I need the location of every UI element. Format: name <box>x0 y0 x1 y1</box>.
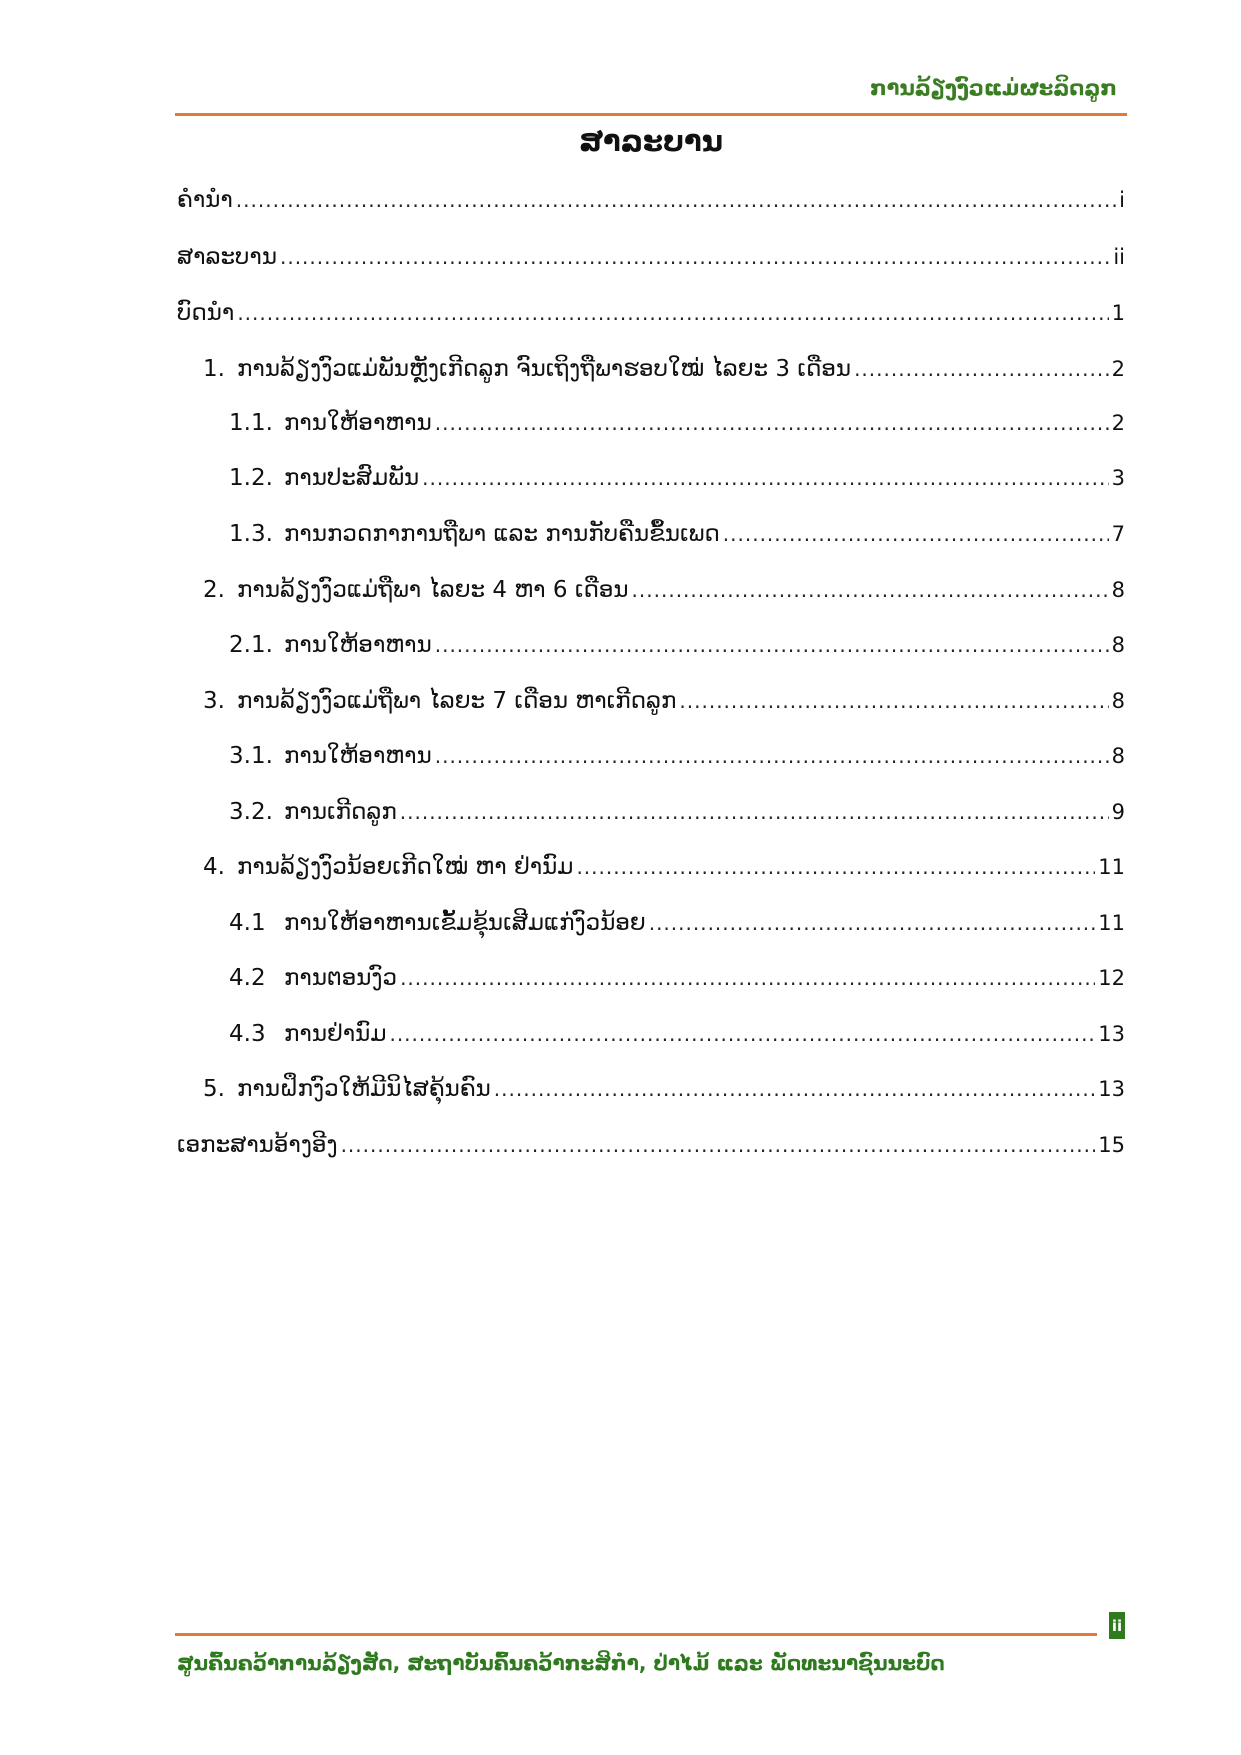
toc-entry-section-1-1[interactable] <box>229 406 1125 440</box>
toc-leader-dots <box>632 573 1109 607</box>
toc-leader-dots <box>435 739 1109 773</box>
toc-entry-text: ການໃຫ້ອາຫານ <box>284 632 432 658</box>
toc-section-number: 4.3 <box>229 1021 266 1047</box>
toc-entry-text: ການໃຫ້ອາຫານ <box>284 410 432 436</box>
toc-entry-section-1[interactable] <box>203 352 1125 386</box>
toc-section-number: 2.1. <box>229 632 273 658</box>
toc-entry-section-5[interactable] <box>203 1072 1125 1106</box>
page-title: ສາລະບານ <box>579 124 723 158</box>
toc-section-number: 1.3. <box>229 521 273 547</box>
toc-entry-text: ການລ້ຽງງົວນ້ອຍເກີດໃໝ່ ຫາ ຢ່ານົມ <box>237 854 574 880</box>
footer-institute: ສູນຄົ້ນຄວ້າການລ້ຽງສັດ, ສະຖາບັນຄົ້ນຄວ້າກະສິກຳ, ປ່າໄມ້ ແລະ ພັດທະນາຊົນນະບົດ <box>177 1651 945 1675</box>
page-number-badge: ii <box>1109 1612 1125 1639</box>
toc-section-number: 4. <box>203 854 225 880</box>
toc-entry-text: ການລ້ຽງງົວແມ່ຖືພາ ໄລຍະ 4 ຫາ 6 ເດືອນ <box>237 577 629 603</box>
toc-section-number: 1.1. <box>229 410 273 436</box>
toc-entry-section-2-1[interactable] <box>229 628 1125 662</box>
toc-entry-text: ບົດນຳ <box>177 300 235 326</box>
toc-leader-dots <box>236 183 1116 217</box>
toc-entry-foreword[interactable] <box>177 183 1125 217</box>
footer-divider <box>175 1633 1097 1636</box>
toc-section-number: 3.1. <box>229 743 273 769</box>
toc-leader-dots <box>400 795 1109 829</box>
toc-entry-contents[interactable] <box>177 240 1125 274</box>
toc-page-number: 7 <box>1111 522 1125 546</box>
toc-page-number: 9 <box>1111 800 1125 824</box>
toc-page-number: 15 <box>1098 1133 1125 1157</box>
toc-leader-dots <box>237 296 1108 330</box>
toc-entry-text: ການປະສົມພັນ <box>284 465 420 491</box>
toc-page-number: 1 <box>1111 301 1125 325</box>
toc-leader-dots <box>435 628 1109 662</box>
toc-page-number: 8 <box>1111 578 1125 602</box>
toc-page-number: 8 <box>1111 744 1125 768</box>
toc-page-number: 2 <box>1111 357 1125 381</box>
toc-entry-section-4-2[interactable] <box>229 961 1125 995</box>
toc-entry-text: ການໃຫ້ອາຫານເຂັ້ມຂຸ້ນເສີມແກ່ງົວນ້ອຍ <box>284 910 646 936</box>
toc-entry-text: ຄຳນຳ <box>177 187 233 213</box>
toc-section-number: 3. <box>203 688 225 714</box>
header-divider <box>175 113 1127 116</box>
toc-page-number: 8 <box>1111 633 1125 657</box>
toc-entry-text: ການລ້ຽງງົວແມ່ພັນຫຼັງເກີດລູກ ຈົນເຖິງຖືພາຮອບໃໝ່ ໄລຍະ 3 ເດືອນ <box>237 356 852 382</box>
toc-page-number: 11 <box>1098 855 1125 879</box>
toc-section-number: 4.1 <box>229 910 266 936</box>
toc-section-number: 2. <box>203 577 225 603</box>
toc-entry-references[interactable] <box>177 1128 1125 1162</box>
toc-entry-introduction[interactable] <box>177 296 1125 330</box>
toc-page-number: 11 <box>1098 911 1125 935</box>
toc-entry-section-4-3[interactable] <box>229 1017 1125 1051</box>
toc-leader-dots <box>854 352 1109 386</box>
toc-leader-dots <box>494 1072 1095 1106</box>
toc-entry-text: ການຢ່ານົມ <box>284 1021 387 1047</box>
toc-section-number: 4.2 <box>229 965 266 991</box>
toc-leader-dots <box>389 1017 1095 1051</box>
toc-leader-dots <box>576 850 1095 884</box>
toc-page-number: 13 <box>1098 1077 1125 1101</box>
toc-entry-section-3[interactable] <box>203 684 1125 718</box>
toc-entry-text: ການຝຶກງົວໃຫ້ມີນິໄສຄຸ້ນຄົນ <box>237 1076 491 1102</box>
toc-entry-text: ການເກີດລູກ <box>284 799 397 825</box>
toc-entry-section-1-2[interactable] <box>229 461 1125 495</box>
toc-entry-section-4-1[interactable] <box>229 906 1125 940</box>
toc-entry-text: ການໃຫ້ອາຫານ <box>284 743 432 769</box>
toc-leader-dots <box>679 684 1108 718</box>
toc-entry-section-3-1[interactable] <box>229 739 1125 773</box>
toc-section-number: 3.2. <box>229 799 273 825</box>
toc-page-number: ii <box>1113 245 1125 269</box>
toc-leader-dots <box>280 240 1110 274</box>
running-header-title: ການລ້ຽງງົວແມ່ຜະລິດລູກ <box>870 76 1117 100</box>
toc-leader-dots <box>435 406 1109 440</box>
toc-section-number: 1.2. <box>229 465 273 491</box>
toc-leader-dots <box>723 517 1109 551</box>
toc-leader-dots <box>341 1128 1096 1162</box>
toc-entry-section-3-2[interactable] <box>229 795 1125 829</box>
toc-section-number: 5. <box>203 1076 225 1102</box>
toc-entry-text: ການຕອນງົວ <box>284 965 398 991</box>
toc-entry-section-4[interactable] <box>203 850 1125 884</box>
toc-entry-text: ການລ້ຽງງົວແມ່ຖືພາ ໄລຍະ 7 ເດືອນ ຫາເກີດລູກ <box>237 688 677 714</box>
toc-entry-section-2[interactable] <box>203 573 1125 607</box>
toc-entry-text: ການກວດກາການຖືພາ ແລະ ການກັບຄືນຂຶ້ນເພດ <box>284 521 720 547</box>
toc-leader-dots <box>422 461 1108 495</box>
toc-section-number: 1. <box>203 356 225 382</box>
toc-page-number: i <box>1119 188 1125 212</box>
toc-page-number: 2 <box>1111 411 1125 435</box>
toc-entry-section-1-3[interactable] <box>229 517 1125 551</box>
toc-leader-dots <box>400 961 1095 995</box>
toc-leader-dots <box>649 906 1096 940</box>
toc-page-number: 8 <box>1111 689 1125 713</box>
toc-page-number: 13 <box>1098 1022 1125 1046</box>
toc-page-number: 12 <box>1098 966 1125 990</box>
toc-page-number: 3 <box>1111 466 1125 490</box>
toc-entry-text: ສາລະບານ <box>177 244 277 270</box>
toc-entry-text: ເອກະສານອ້າງອີງ <box>177 1132 338 1158</box>
